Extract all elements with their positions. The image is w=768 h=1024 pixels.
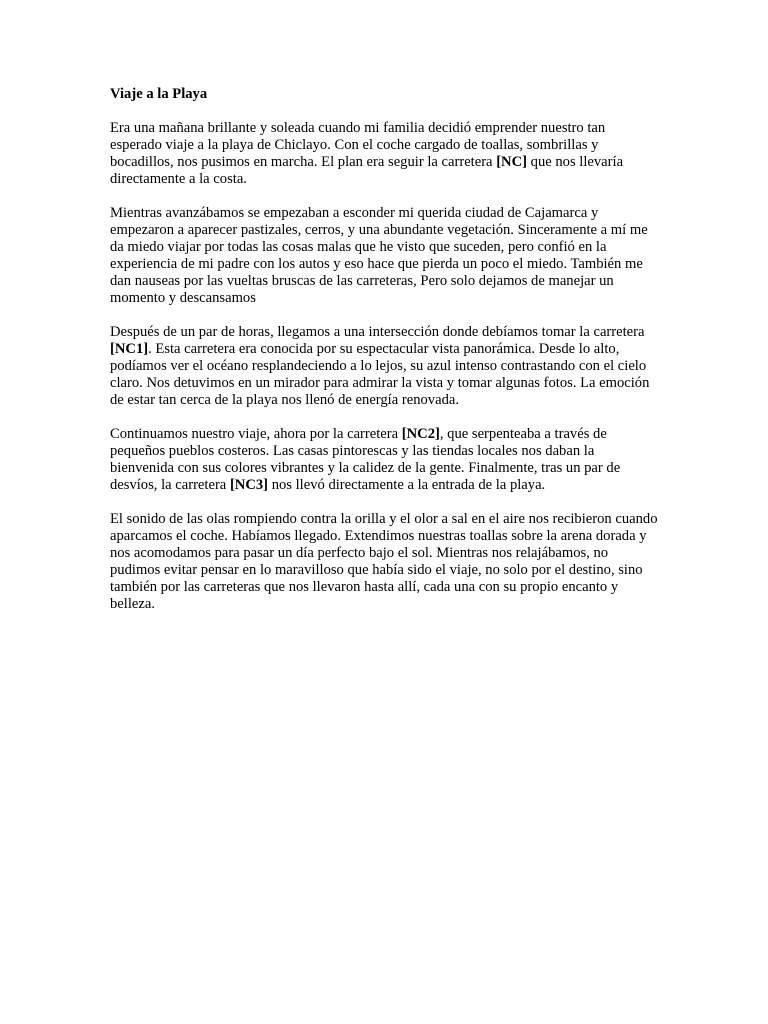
paragraph-3 bbox=[110, 324, 660, 409]
paragraph-text: Continuamos nuestro viaje, ahora por la carretera bbox=[110, 426, 402, 442]
paragraph-text: , que serpenteaba a través de pequeños pueblos costeros. Las casas pintorescas y las tiendas locales nos daban la bienvenida con sus colores vibrantes y la calidez de la gente. Finalmente, tras un par de desvíos, la carretera bbox=[110, 426, 621, 493]
paragraph-4 bbox=[110, 426, 660, 494]
paragraph-text: Después de un par de horas, llegamos a una intersección donde debíamos tomar la carretera bbox=[110, 324, 645, 340]
document-page bbox=[110, 86, 660, 630]
paragraph-text: que nos llevaría directamente a la costa. bbox=[110, 154, 624, 187]
road-reference-nc1: [NC1] bbox=[110, 341, 149, 357]
document-title: Viaje a la Playa bbox=[110, 86, 208, 102]
road-reference-nc: [NC] bbox=[496, 154, 527, 170]
paragraph-text: nos llevó directamente a la entrada de la playa. bbox=[268, 477, 546, 493]
paragraph-1 bbox=[110, 120, 660, 188]
paragraph-text: . Esta carretera era conocida por su espectacular vista panorámica. Desde lo alto, podíamos ver el océano resplandeciendo a lo lejos, su azul intenso contrastando con el cielo claro. Nos detuvimos en un mirador para admirar la vista y tomar algunas fotos. La emoción de estar tan cerca de la playa nos llenó de energía renovada. bbox=[110, 341, 650, 408]
paragraph-5 bbox=[110, 511, 660, 613]
road-reference-nc3: [NC3] bbox=[229, 477, 269, 493]
paragraph-text: Mientras avanzábamos se empezaban a esconder mi querida ciudad de Cajamarca y empezaron a aparecer pastizales, cerros, y una abundante vegetación. Sinceramente a mí me da miedo viajar por todas las cosas malas que he visto que suceden, pero confió en la experiencia de mi padre con los autos y eso hace que pierda un poco el miedo. También me dan nauseas por las vueltas bruscas de las carreteras, Pero solo dejamos de manejar un momento y descansamos bbox=[110, 205, 648, 306]
paragraph-2 bbox=[110, 205, 660, 307]
paragraph-text: Era una mañana brillante y soleada cuando mi familia decidió emprender nuestro tan esperado viaje a la playa de Chiclayo. Con el coche cargado de toallas, sombrillas y bocadillos, nos pusimos en marcha. El plan era seguir la carretera bbox=[110, 120, 606, 170]
paragraph-text: El sonido de las olas rompiendo contra la orilla y el olor a sal en el aire nos recibieron cuando aparcamos el coche. Habíamos llegado. Extendimos nuestras toallas sobre la arena dorada y nos acomodamos para pasar un día perfecto bajo el sol. Mientras nos relajábamos, no pudimos evitar pensar en lo maravilloso que había sido el viaje, no solo por el destino, sino también por las carreteras que nos llevaron hasta allí, cada una con su propio encanto y belleza. bbox=[110, 511, 658, 612]
road-reference-nc2: [NC2] bbox=[401, 426, 440, 442]
